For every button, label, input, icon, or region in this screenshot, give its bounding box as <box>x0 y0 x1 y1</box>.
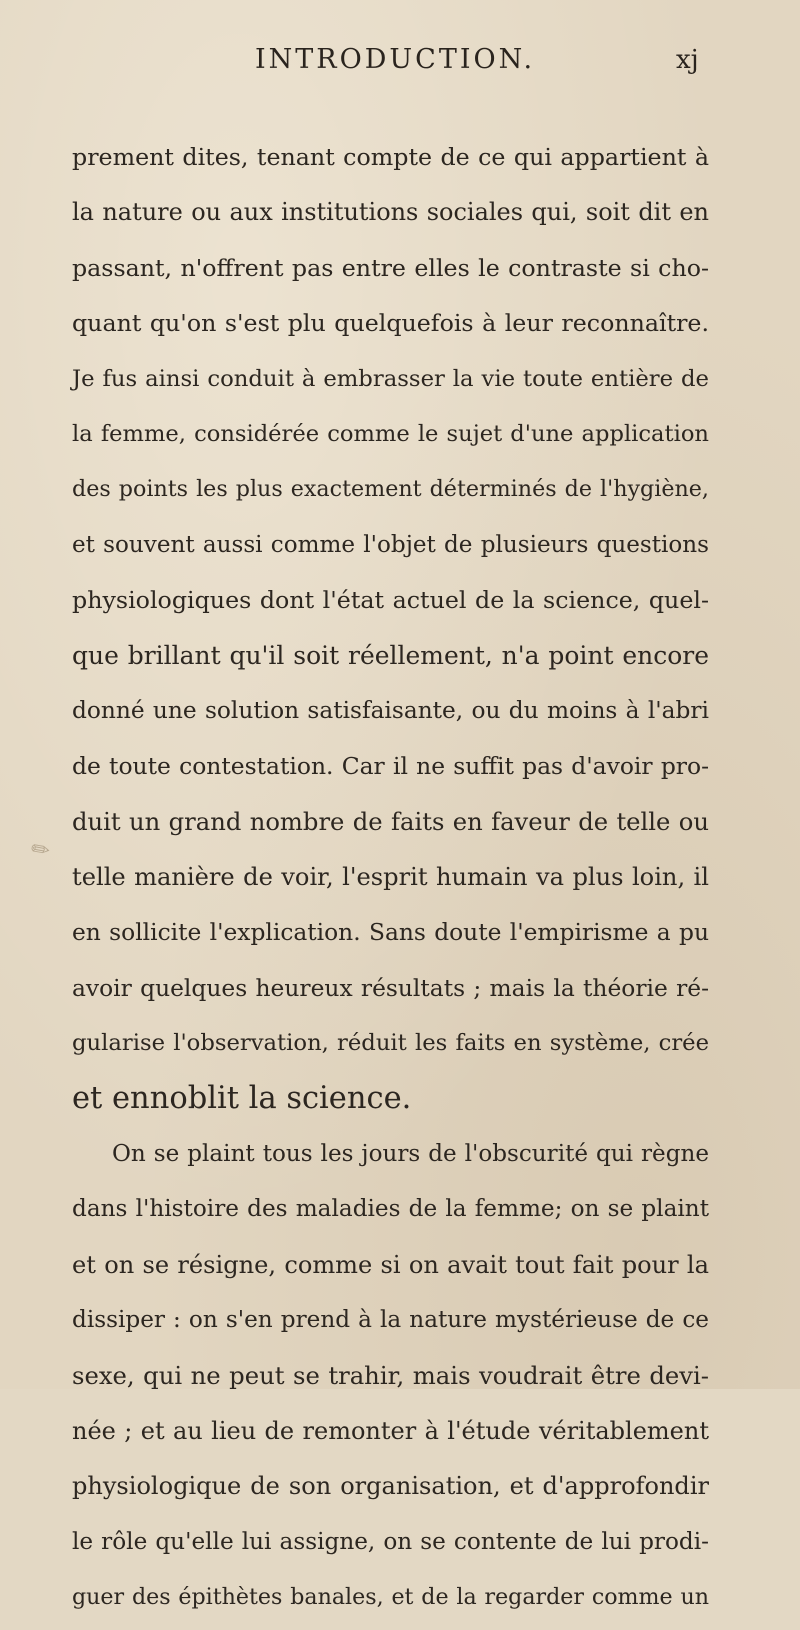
text-line: sexe, qui ne peut se trahir, mais voudrait être devi- <box>72 1360 709 1390</box>
text-line: Je fus ainsi conduit à embrasser la vie toute entière de <box>72 365 709 392</box>
text-line: en sollicite l'explication. Sans doute l'empirisme a pu <box>72 918 709 947</box>
text-line: prement dites, tenant compte de ce qui appartient à <box>72 143 709 171</box>
text-line: de toute contestation. Car il ne suffit pas d'avoir pro- <box>72 752 709 781</box>
text-line: quant qu'on s'est plu quelquefois à leur reconnaître. <box>72 309 709 338</box>
page-number: xj <box>676 45 699 75</box>
text-line: et souvent aussi comme l'objet de plusieurs questions <box>72 531 709 558</box>
text-line: On se plaint tous les jours de l'obscurité qui règne <box>112 1141 709 1168</box>
text-line: passant, n'offrent pas entre elles le contraste si cho- <box>72 253 709 282</box>
body-text <box>72 134 709 1630</box>
text-line: la nature ou aux institutions sociales qui, soit dit en <box>72 198 709 227</box>
text-line: des points les plus exactement déterminés de l'hygiène, <box>72 476 709 503</box>
text-line: donné une solution satisfaisante, ou du moins à l'abri <box>72 696 709 724</box>
text-line: dans l'histoire des maladies de la femme; on se plaint <box>72 1195 709 1223</box>
ink-mark-icon: ✎ <box>26 834 56 867</box>
running-title: INTRODUCTION. <box>255 44 536 75</box>
text-line: née ; et au lieu de remonter à l'étude véritablement <box>72 1416 709 1445</box>
text-line: telle manière de voir, l'esprit humain va plus loin, il <box>72 863 709 892</box>
text-line: et on se résigne, comme si on avait tout fait pour la <box>72 1250 709 1279</box>
text-line: le rôle qu'elle lui assigne, on se contente de lui prodi- <box>72 1527 709 1555</box>
text-line: physiologique de son organisation, et d'approfondir <box>72 1472 709 1501</box>
text-line: dissiper : on s'en prend à la nature mystérieuse de ce <box>72 1306 709 1334</box>
text-line: gularise l'observation, réduit les faits en système, crée <box>72 1030 709 1057</box>
text-line: duit un grand nombre de faits en faveur de telle ou <box>72 806 709 836</box>
text-line: avoir quelques heureux résultats ; mais la théorie ré- <box>72 973 709 1002</box>
text-line: que brillant qu'il soit réellement, n'a point encore <box>72 640 709 670</box>
running-head <box>0 40 800 80</box>
text-line: la femme, considérée comme le sujet d'une application <box>72 420 709 447</box>
text-line: guer des épithètes banales, et de la regarder comme un <box>72 1584 709 1611</box>
text-line: et ennoblit la science. <box>72 1080 412 1116</box>
text-line: physiologiques dont l'état actuel de la science, quel- <box>72 586 709 615</box>
